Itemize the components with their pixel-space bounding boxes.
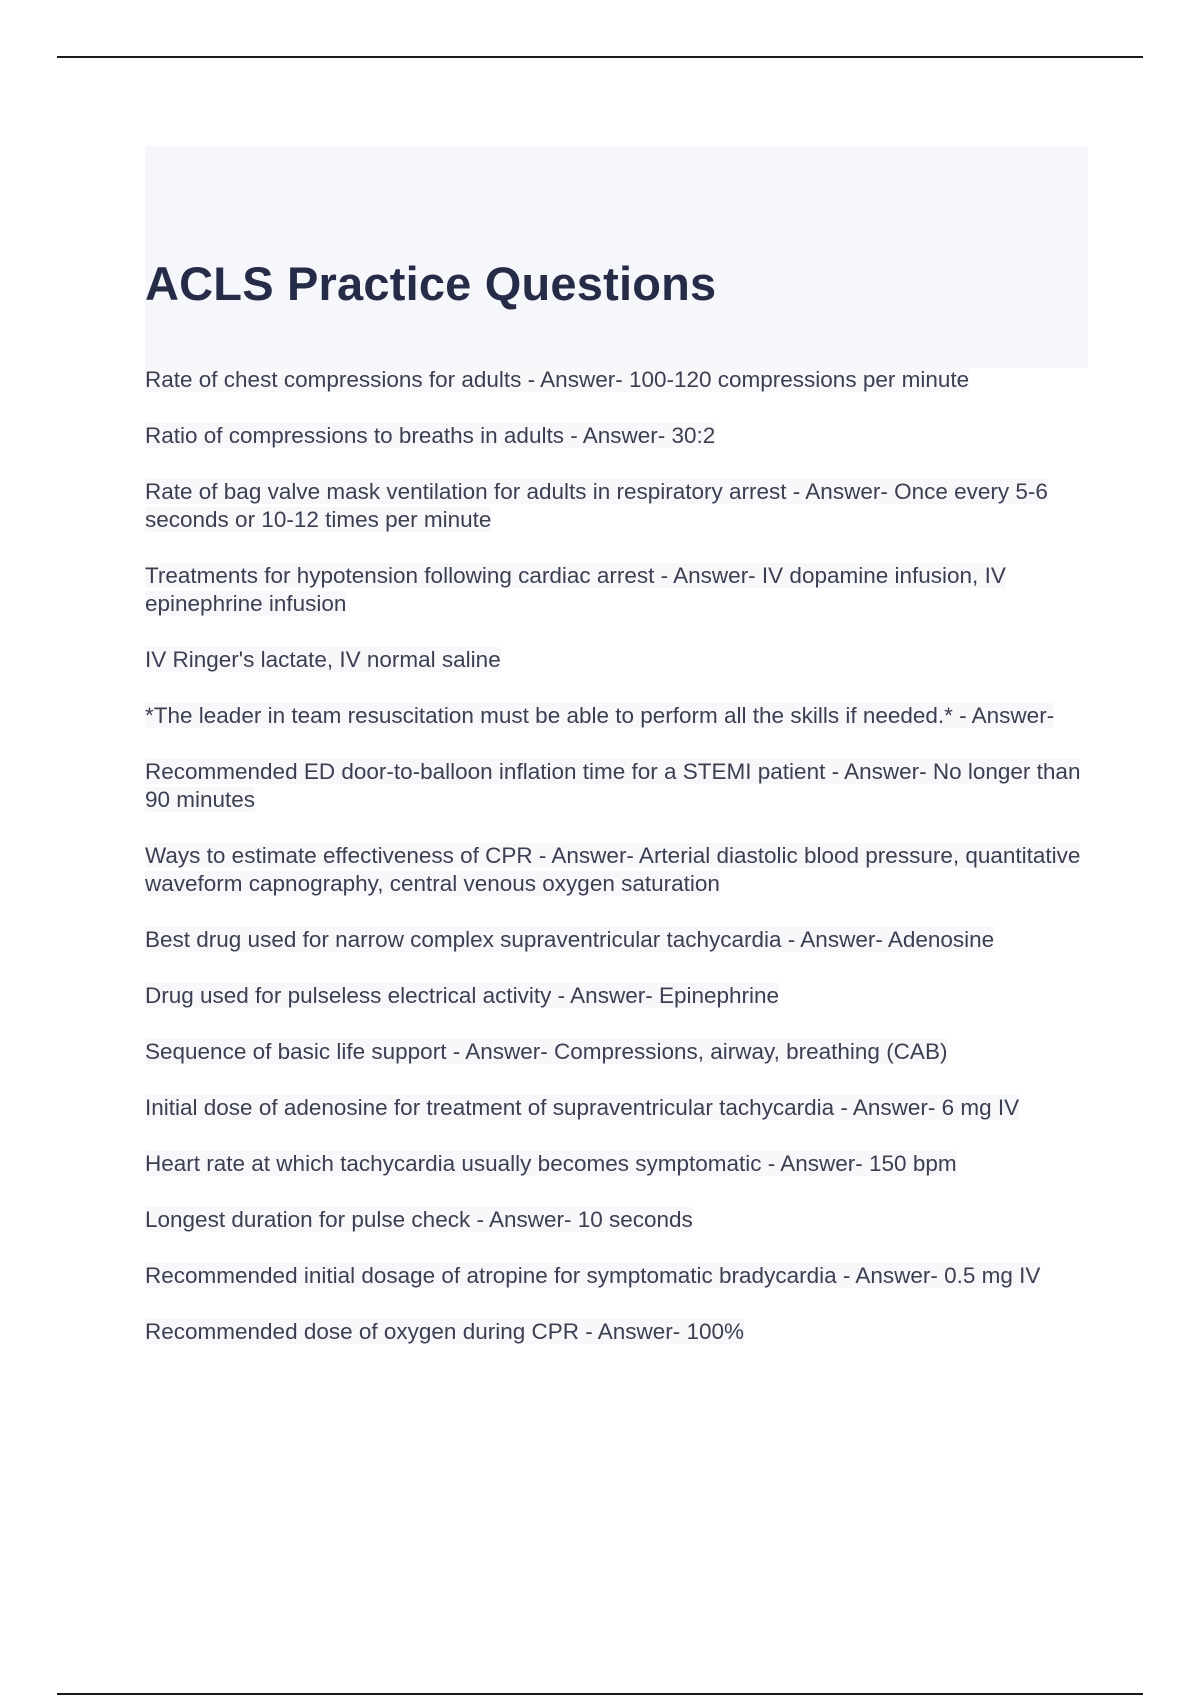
qa-text: Treatments for hypotension following cardiac arrest - Answer- IV dopamine infusion, IV epinephrine infusion xyxy=(145,563,1006,616)
qa-text: Recommended initial dosage of atropine for symptomatic bradycardia - Answer- 0.5 mg IV xyxy=(145,1263,1041,1288)
qa-item xyxy=(145,758,1090,814)
qa-item xyxy=(145,1038,1090,1066)
qa-text: Ways to estimate effectiveness of CPR - Answer- Arterial diastolic blood pressure, quantitative waveform capnography, central venous oxygen saturation xyxy=(145,843,1081,896)
qa-item xyxy=(145,702,1090,730)
qa-text: IV Ringer's lactate, IV normal saline xyxy=(145,647,501,672)
qa-text: Rate of chest compressions for adults - Answer- 100-120 compressions per minute xyxy=(145,367,970,392)
qa-text: Sequence of basic life support - Answer- Compressions, airway, breathing (CAB) xyxy=(145,1039,948,1064)
qa-text: Recommended dose of oxygen during CPR - Answer- 100% xyxy=(145,1319,745,1344)
qa-text: Recommended ED door-to-balloon inflation time for a STEMI patient - Answer- No longer than 90 minutes xyxy=(145,759,1081,812)
qa-item xyxy=(145,366,1090,394)
qa-item xyxy=(145,1206,1090,1234)
qa-item xyxy=(145,1150,1090,1178)
page-title: ACLS Practice Questions xyxy=(145,257,717,310)
qa-text: Initial dose of adenosine for treatment of supraventricular tachycardia - Answer- 6 mg IV xyxy=(145,1095,1020,1120)
qa-text: Ratio of compressions to breaths in adults - Answer- 30:2 xyxy=(145,423,716,448)
bottom-rule xyxy=(57,1693,1143,1695)
qa-text: *The leader in team resuscitation must be able to perform all the skills if needed.* - Answer- xyxy=(145,703,1055,728)
qa-item xyxy=(145,982,1090,1010)
qa-text: Longest duration for pulse check - Answer- 10 seconds xyxy=(145,1207,693,1232)
qa-item xyxy=(145,926,1090,954)
qa-text: Drug used for pulseless electrical activity - Answer- Epinephrine xyxy=(145,983,780,1008)
qa-text: Rate of bag valve mask ventilation for adults in respiratory arrest - Answer- Once every 5-6 seconds or 10-12 times per minute xyxy=(145,479,1048,532)
qa-item xyxy=(145,842,1090,898)
qa-item xyxy=(145,1262,1090,1290)
qa-item xyxy=(145,646,1090,674)
qa-item xyxy=(145,1318,1090,1346)
qa-list xyxy=(145,366,1090,1374)
qa-text: Best drug used for narrow complex supraventricular tachycardia - Answer- Adenosine xyxy=(145,927,995,952)
qa-item xyxy=(145,562,1090,618)
qa-item xyxy=(145,1094,1090,1122)
top-rule xyxy=(57,56,1143,58)
qa-item xyxy=(145,478,1090,534)
qa-item xyxy=(145,422,1090,450)
qa-text: Heart rate at which tachycardia usually becomes symptomatic - Answer- 150 bpm xyxy=(145,1151,957,1176)
